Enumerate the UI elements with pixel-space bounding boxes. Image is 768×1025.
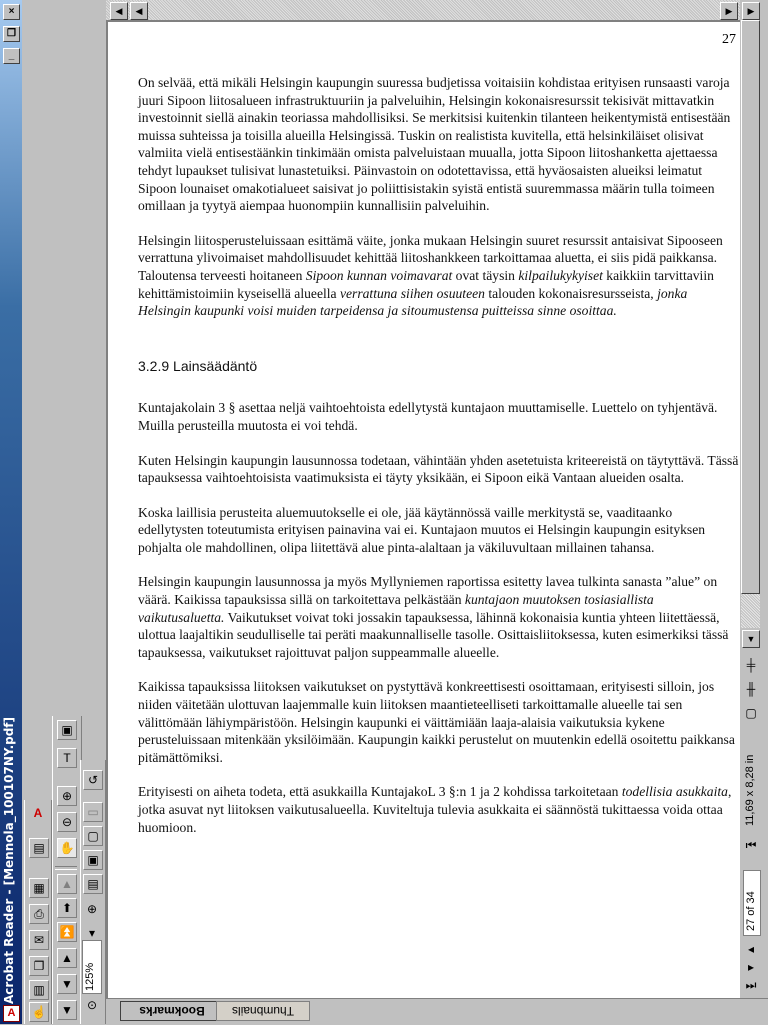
italic-text: Sipoon kunnan voimavarat	[305, 267, 453, 283]
scroll-right-page-icon[interactable]: ▶	[742, 2, 760, 20]
text-run: Kuten Helsingin kaupungin lausunnossa todetaan, vähintään yhden asetetuista kriteereistä on täytyttävä. Tässä tapauksessa vaihtoehtoisista vaatimuksista ei täyty yksikään, ei Sipoon eikä Vantaan alueiden osalta.	[138, 452, 739, 486]
scroll-left-page-icon[interactable]: ◀	[130, 2, 148, 20]
last-page-small-icon[interactable]: ⏭	[745, 978, 757, 992]
toolbar-file	[24, 800, 52, 1024]
minimize-window-button[interactable]: _	[3, 48, 20, 64]
text-run: Kaikissa tapauksissa liitoksen vaikutukset on pystyttävä konkreettisesti osoittamaan, erityisesti silloin, jos niiden väitetään ulottuvan laajemmalle kuin liitoksen maantieteelliseti tarkoittamalle alueelle tai sen välittömään lähiympäristöön. Helsingin kaupunki ei väittämiään laaja-alaisia vaikutuksia kykene perusteluissaan mitenkään yksilöimään. Kaupungin kaikki perustelut on muutenkin edellä osoitettu paikkansa pitämättömiksi.	[138, 679, 735, 765]
find-icon[interactable]: ⊙	[86, 998, 98, 1012]
hand-tool-icon[interactable]: ✋	[57, 838, 77, 858]
scroll-down-icon[interactable]: ▼	[742, 630, 760, 648]
fit-page-icon[interactable]: ▢	[83, 826, 103, 846]
text-run: talouden kokonaisresursseista,	[484, 285, 658, 301]
italic-text: todellisia asukkaita	[621, 784, 728, 800]
next-page-small-icon[interactable]: ▸	[747, 960, 755, 974]
paragraph	[138, 399, 740, 434]
italic-text: kilpailukykyiset	[518, 267, 603, 283]
text-run: Vaikutukset voivat toki jossakin tapauksessa, lähinnä kokonaisia kuntia yhteen liitettäessä, ulottua laajaltikin seudulliselle tai peräti maakunnalliselle tasolle. Osittaisliitoksessa, kuten esimerkiksi tässä tapauksessa, vaikutukset rajoittuvat paljon suppeammalle alueelle.	[138, 609, 729, 660]
help-icon[interactable]: ☝	[29, 1002, 49, 1022]
go-forward-icon[interactable]: ▼	[57, 974, 77, 994]
zoom-value[interactable]: 125%	[84, 962, 96, 991]
split-horizontal-icon[interactable]: ╪	[746, 658, 756, 672]
prev-page-small-icon[interactable]: ◂	[747, 942, 755, 956]
text-run: On selvää, että mikäli Helsingin kaupungin suuressa budjetissa voitaisiin kohdistaa erityisen runsaasti varoja juuri Sipoon liitosalueen infrastruktuuriin ja palveluihin, Helsingin kokonaisresurssit tekisivät mittavatkin investoinnit siellä ainakin teoriassa mahdollisiksi. Se merkitsisi kuitenkin tilanteen heikentymistä entisestään muissa suhteissa ja toisilla alueilla Helsingissä. Tuskin on realistista kuvitella, että helsinkiläiset olisivat valmiita vielä entisestäänkin tinkimään omista palveluistaan muualla, jotta Sipoon liitoshanketta ajettaessa tehdyt lupaukset tulisivat lunastetuiksi. Päinvastoin on odotettavissa, että hyväosaisten alueiksi leimatut Sipoon lounaiset omakotialueet saisivat jo poliittisistakin syistä entistä suuremmassa määrin tulla toimeen omillaan ja tyytyä aiempaa huonompiin kunnallisiin palveluihin.	[138, 75, 731, 214]
paragraph	[138, 74, 740, 215]
scroll-left-icon[interactable]: ◀	[110, 2, 128, 20]
paragraph	[138, 783, 740, 836]
first-page-small-icon[interactable]: ⏮	[745, 838, 757, 852]
fit-width-icon[interactable]: ▣	[83, 850, 103, 870]
text-run: , jotka asuvat nyt liitoksen vaikutusalueella. Kuviteltuja tulevia asukkaita ei säännöstä tukittaessa voida ottaa huomioon.	[138, 784, 732, 835]
go-back-icon[interactable]: ▼	[57, 1000, 77, 1020]
text-run: Kuntajakolain 3 § asettaa neljä vaihtoehtoista edellytystä kuntajaon muuttamiselle. Luettelo on tyhjentävä. Muilla perusteilla muutosta ei voi tehdä.	[138, 400, 718, 433]
text-select-icon[interactable]: ▣	[57, 720, 77, 740]
paragraph	[138, 573, 740, 661]
zoom-field[interactable]	[82, 940, 102, 994]
show-navigation-icon[interactable]: ▥	[29, 980, 49, 1000]
previous-page-icon[interactable]: ⬆	[57, 898, 77, 918]
title-bar	[0, 0, 22, 1024]
page-content	[138, 74, 740, 853]
split-vertical-icon[interactable]: ╫	[746, 682, 756, 696]
text-run: kaikkiin tarvittaviin kehittämistoimiin kyseisellä alueella	[138, 267, 714, 301]
tab-thumbnails[interactable]: Thumbnails	[216, 1001, 310, 1021]
restore-window-button[interactable]: ❐	[3, 26, 20, 42]
text-run: Koska laillisia perusteita aluemuutokselle ei ole, jää käytännössä vaille merkitystä se, vaaditaanko edellytysten toteutumista erityisen painavina vai ei. Kuntajaon muutos ei Helsingin kaupungin esityksen pohjalta ole mahdollinen, olipa liitettävä alue pinta-alaltaan ja väkiluvultaan millainen tahansa.	[138, 504, 706, 555]
acrobat-app-icon: A	[3, 1005, 20, 1022]
zoom-menu-icon[interactable]: ⊕	[86, 902, 98, 916]
italic-text: jonka Helsingin kaupunki voisi muiden tarpeidensa ja sitoumustensa puitteissa sinne osoittaa.	[138, 285, 688, 319]
email-icon[interactable]: ✉	[29, 930, 49, 950]
page-indicator-box[interactable]	[743, 870, 761, 936]
page-size: 11,69 x 8,28 in	[744, 754, 756, 826]
text-run: ovat täysin	[452, 267, 519, 283]
window-title: Acrobat Reader - [Mennola_100107NY.pdf]	[2, 716, 16, 1004]
italic-text: kuntajaon muutoksen tosiasiallista vaikutusaluetta.	[138, 592, 654, 625]
section-heading: 3.2.9 Lainsäädäntö	[138, 357, 258, 374]
column-select-icon[interactable]: T	[57, 748, 77, 768]
text-run: Erityisesti on aiheta todeta, että asukkailla KuntajakoL 3 §:n 1 ja 2 kohdissa tarkoitetaan	[138, 784, 622, 800]
paragraph	[138, 232, 740, 320]
navigation-tabs	[106, 998, 768, 1025]
pdf-page	[108, 22, 740, 998]
copy-icon[interactable]: ❐	[29, 956, 49, 976]
page-layout-icon[interactable]: ▢	[745, 706, 757, 720]
italic-text: verrattuna siihen osuuteen	[339, 285, 485, 301]
zoom-in-icon[interactable]: ⊕	[57, 786, 77, 806]
toolbar-tools	[52, 716, 82, 1024]
text-run: Helsingin liitosperusteluissaan esittämä väite, jonka mukaan Helsingin suuret resurssit antaisivat Sipooseen verrattuna ylivoimaiset mahdollisuudet kehittää liitoshankkeen tarkoittamaa aluetta, ei siis pidä paikkansa. Taloutensa terveesti hoitaneen	[138, 232, 723, 283]
zoom-dropdown-icon[interactable]: ▾	[88, 926, 96, 940]
save-icon[interactable]: ▦	[29, 878, 49, 898]
paragraph	[138, 504, 740, 557]
page-indicator[interactable]: 27 of 34	[745, 891, 757, 931]
tab-bookmarks[interactable]: Bookmarks	[120, 1001, 224, 1021]
rotate-icon[interactable]: ↺	[83, 770, 103, 790]
last-page-icon[interactable]: ⏫	[57, 922, 77, 942]
paragraph	[138, 452, 740, 487]
first-page-icon[interactable]: ▲	[57, 874, 77, 894]
zoom-out-icon[interactable]: ⊖	[57, 812, 77, 832]
paragraph	[138, 678, 740, 766]
print-icon[interactable]: ⎙	[29, 904, 49, 924]
fit-visible-icon[interactable]: ▤	[83, 874, 103, 894]
next-page-icon[interactable]: ▲	[57, 948, 77, 968]
acrobat-logo-icon: A	[33, 806, 43, 820]
horizontal-scrollbar[interactable]	[106, 0, 740, 20]
scroll-right-icon[interactable]: ▶	[720, 2, 738, 20]
page-number: 27	[722, 32, 736, 47]
open-icon[interactable]: ▤	[29, 838, 49, 858]
close-window-button[interactable]: ×	[3, 4, 20, 20]
vertical-scroll-thumb[interactable]	[741, 20, 760, 594]
text-run: Helsingin kaupungin lausunnossa ja myös Myllyniemen raportissa esitetty lavea tulkinta sanasta ”alue” on väärä. Kaikissa tapauksissa sillä on tarkoitettava pelkästään	[138, 574, 718, 608]
actual-size-icon[interactable]: ▭	[83, 802, 103, 822]
